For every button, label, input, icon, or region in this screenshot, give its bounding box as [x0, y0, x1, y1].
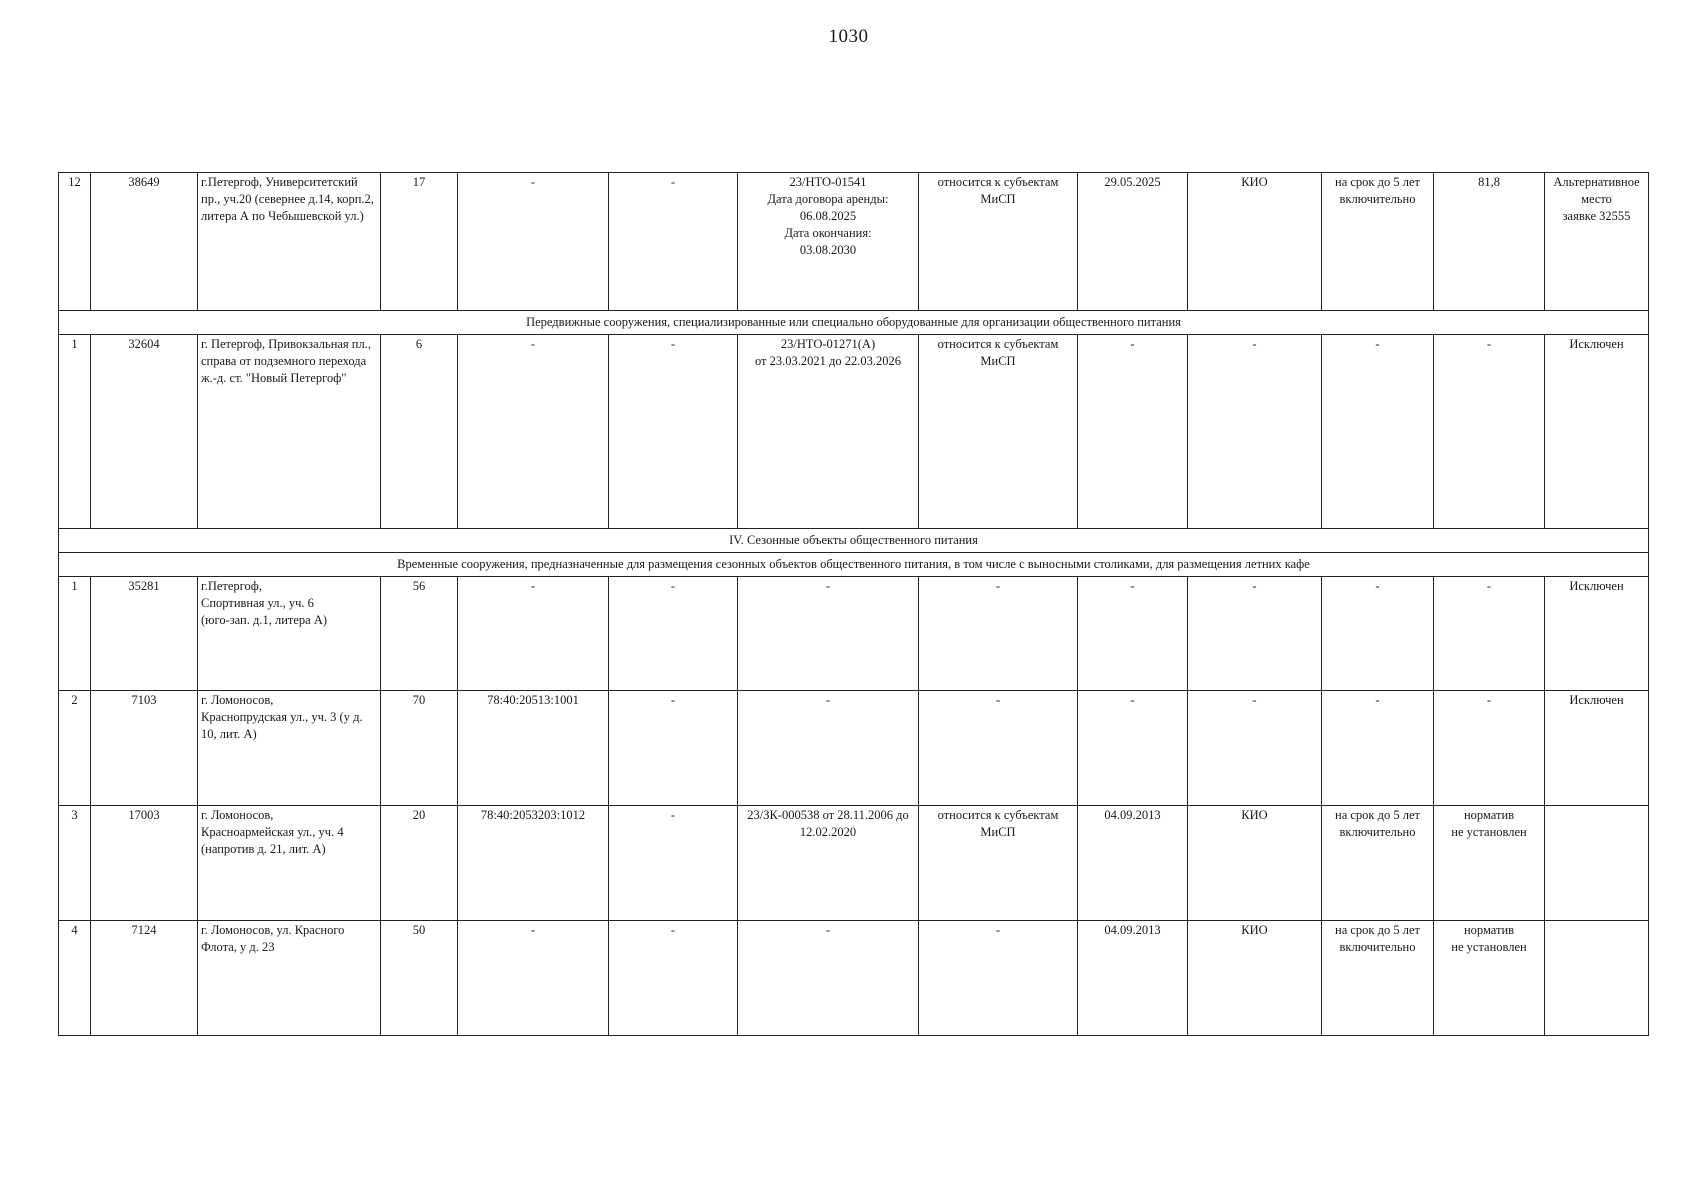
object-id: 32604 [91, 335, 198, 529]
date-cell: - [1078, 691, 1188, 806]
contract-cell: 23/НТО-01541 Дата договора аренды: 06.08.2025 Дата окончания: 03.08.2030 [738, 173, 919, 311]
section-heading-row [59, 311, 1649, 335]
value-cell: 81,8 [1434, 173, 1545, 311]
cadastral-cell: 78:40:20513:1001 [458, 691, 609, 806]
term-cell: на срок до 5 лет включительно [1322, 806, 1434, 921]
row-number: 2 [59, 691, 91, 806]
date-cell: - [1078, 335, 1188, 529]
address-cell: г. Ломоносов, ул. Красного Флота, у д. 23 [198, 921, 381, 1036]
org-cell: - [1188, 691, 1322, 806]
area-cell: 70 [381, 691, 458, 806]
cadastral-cell: - [458, 335, 609, 529]
address-cell: г. Петергоф, Привокзальная пл., справа от подземного перехода ж.-д. ст. "Новый Петергоф" [198, 335, 381, 529]
object-id: 7103 [91, 691, 198, 806]
cadastral-cell: 78:40:2053203:1012 [458, 806, 609, 921]
area-cell: 20 [381, 806, 458, 921]
category-cell: относится к субъектам МиСП [919, 173, 1078, 311]
page-number: 1030 [828, 26, 869, 47]
row-number: 12 [59, 173, 91, 311]
table-row [59, 921, 1649, 1036]
row-number: 1 [59, 577, 91, 691]
note-cell [1545, 806, 1649, 921]
section-heading: Временные сооружения, предназначенные для размещения сезонных объектов общественного питания, в том числе с выносными столиками, для размещения летних кафе [59, 553, 1649, 577]
value-cell: - [1434, 335, 1545, 529]
category-cell: - [919, 577, 1078, 691]
value-cell: норматив не установлен [1434, 921, 1545, 1036]
cadastral-cell: - [458, 173, 609, 311]
column-5-cell: - [609, 691, 738, 806]
area-cell: 6 [381, 335, 458, 529]
category-cell: - [919, 691, 1078, 806]
term-cell: - [1322, 691, 1434, 806]
category-cell: относится к субъектам МиСП [919, 806, 1078, 921]
address-cell: г.Петергоф, Спортивная ул., уч. 6 (юго-зап. д.1, литера А) [198, 577, 381, 691]
address-cell: г. Ломоносов, Краснопрудская ул., уч. 3 (у д. 10, лит. А) [198, 691, 381, 806]
term-cell: - [1322, 577, 1434, 691]
register-table [58, 172, 1649, 1036]
section-heading-row [59, 553, 1649, 577]
value-cell: - [1434, 577, 1545, 691]
object-id: 17003 [91, 806, 198, 921]
contract-cell: 23/НТО-01271(А) от 23.03.2021 до 22.03.2026 [738, 335, 919, 529]
category-cell: относится к субъектам МиСП [919, 335, 1078, 529]
org-cell: - [1188, 335, 1322, 529]
date-cell: 04.09.2013 [1078, 806, 1188, 921]
row-number: 4 [59, 921, 91, 1036]
table-row [59, 806, 1649, 921]
area-cell: 50 [381, 921, 458, 1036]
table-row [59, 173, 1649, 311]
term-cell: на срок до 5 лет включительно [1322, 173, 1434, 311]
cadastral-cell: - [458, 921, 609, 1036]
contract-cell: - [738, 691, 919, 806]
note-cell: Исключен [1545, 577, 1649, 691]
contract-cell: - [738, 921, 919, 1036]
table-row [59, 577, 1649, 691]
date-cell: - [1078, 577, 1188, 691]
term-cell: - [1322, 335, 1434, 529]
org-cell: КИО [1188, 806, 1322, 921]
row-number: 3 [59, 806, 91, 921]
org-cell: - [1188, 577, 1322, 691]
object-id: 38649 [91, 173, 198, 311]
date-cell: 29.05.2025 [1078, 173, 1188, 311]
section-heading: Передвижные сооружения, специализированные или специально оборудованные для организации общественного питания [59, 311, 1649, 335]
column-5-cell: - [609, 173, 738, 311]
column-5-cell: - [609, 921, 738, 1036]
note-cell: Исключен [1545, 335, 1649, 529]
value-cell: - [1434, 691, 1545, 806]
contract-cell: 23/ЗК-000538 от 28.11.2006 до 12.02.2020 [738, 806, 919, 921]
column-5-cell: - [609, 806, 738, 921]
section-heading-row [59, 529, 1649, 553]
note-cell: Альтернативное место заявке 32555 [1545, 173, 1649, 311]
note-cell [1545, 921, 1649, 1036]
object-id: 35281 [91, 577, 198, 691]
object-id: 7124 [91, 921, 198, 1036]
date-cell: 04.09.2013 [1078, 921, 1188, 1036]
cadastral-cell: - [458, 577, 609, 691]
value-cell: норматив не установлен [1434, 806, 1545, 921]
contract-cell: - [738, 577, 919, 691]
term-cell: на срок до 5 лет включительно [1322, 921, 1434, 1036]
category-cell: - [919, 921, 1078, 1036]
note-cell: Исключен [1545, 691, 1649, 806]
address-cell: г. Ломоносов, Красноармейская ул., уч. 4 (напротив д. 21, лит. А) [198, 806, 381, 921]
column-5-cell: - [609, 335, 738, 529]
org-cell: КИО [1188, 173, 1322, 311]
table-row [59, 691, 1649, 806]
address-cell: г.Петергоф, Университетский пр., уч.20 (севернее д.14, корп.2, литера А по Чебышевской ул.) [198, 173, 381, 311]
section-heading: IV. Сезонные объекты общественного питания [59, 529, 1649, 553]
table-row [59, 335, 1649, 529]
area-cell: 56 [381, 577, 458, 691]
row-number: 1 [59, 335, 91, 529]
area-cell: 17 [381, 173, 458, 311]
org-cell: КИО [1188, 921, 1322, 1036]
column-5-cell: - [609, 577, 738, 691]
